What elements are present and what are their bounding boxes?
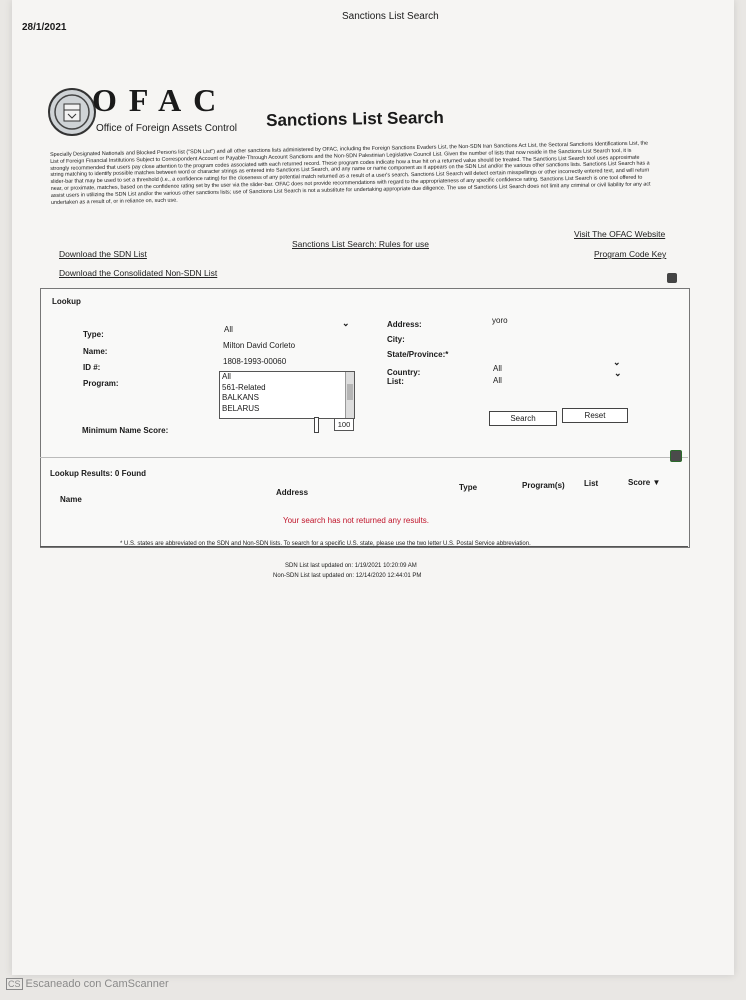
visit-ofac-link[interactable]: Visit The OFAC Website <box>574 229 666 239</box>
program-listbox[interactable] <box>219 371 355 419</box>
treasury-seal-icon <box>48 88 96 136</box>
list-chevron-down-icon[interactable]: ⌄ <box>614 368 622 378</box>
camscanner-text: Escaneado con CamScanner <box>25 978 169 990</box>
type-chevron-down-icon[interactable]: ⌄ <box>342 318 350 328</box>
no-results-message: Your search has not returned any results. <box>283 516 430 525</box>
lookup-title: Lookup <box>52 297 81 306</box>
non-sdn-updated: Non-SDN List last updated on: 12/14/2020 12:44:01 PM <box>273 573 422 579</box>
type-label: Type: <box>83 330 104 339</box>
download-consolidated-link[interactable]: Download the Consolidated Non-SDN List <box>59 268 218 278</box>
country-select[interactable]: All <box>493 364 502 373</box>
program-option[interactable]: BELARUS <box>222 403 260 413</box>
footnote: * U.S. states are abbreviated on the SDN and Non-SDN lists. To search for a specific U.S. state, please use the two letter U.S. Postal Service abbreviation. <box>120 541 531 547</box>
program-scrollbar[interactable] <box>345 372 354 418</box>
export-icon[interactable] <box>670 450 682 462</box>
country-label: Country: <box>387 368 421 377</box>
print-page-title: Sanctions List Search <box>342 11 439 22</box>
sdn-updated: SDN List last updated on: 1/19/2021 10:20:09 AM <box>285 563 417 569</box>
id-label: ID #: <box>83 363 101 372</box>
program-label: Program: <box>83 379 119 388</box>
program-code-key-link[interactable]: Program Code Key <box>594 249 667 259</box>
state-label: State/Province:* <box>387 350 449 359</box>
col-name[interactable]: Name <box>60 495 82 504</box>
program-option[interactable]: 561-Related <box>222 382 266 392</box>
intro-paragraph: Specially Designated Nationals and Blocked Persons list ("SDN List") and all other sanctions lists administered by OFAC, including the Foreign Sanctions Evaders List, the Non-SDN Iran Sanctions Act List, the Sectoral Sanctions Identifications List, the List of Foreign Financial Institutions Subject to Correspondent Account or Payable-Through Account Sanctions and the Non-SDN Palestinian Legislative Council List. Given the number of lists that now reside in the Sanctions List Search tool, it is strongly recommended that users pay close attention to the program codes associated with each returned record. These program codes indicate how a true hit on a returned value should be treated. The Sanctions List Search tool uses approximate string matching to identify possible matches between word or character strings as entered into Sanctions List Search, and any name or name component as it appears on the SDN List and/or the various other sanctions lists. Sanctions List Search has a slider-bar that may be used to set a threshold (i.e., a confidence rating) for the closeness of any potential match returned as a result of a user's search. Sanctions List Search will detect certain misspellings or other incorrectly entered text, and will return near, or proximate, matches, based on the confidence rating set by the user via the slider-bar. OFAC does not provide recommendations with regard to the appropriateness of any specific confidence rating. Sanctions List Search is one tool offered to assist users in utilizing the SDN List and/or the various other sanctions lists; use of Sanctions List Search is not a substitute for undertaking appropriate due diligence. The use of Sanctions List Search does not limit any criminal or civil liability for any act undertaken as a result of, or in reliance on, such use. <box>50 140 651 206</box>
name-input[interactable]: Milton David Corleto <box>223 341 296 350</box>
min-score-label: Minimum Name Score: <box>82 426 169 435</box>
address-label: Address: <box>387 320 422 329</box>
id-input[interactable]: 1808-1993-00060 <box>223 357 287 366</box>
search-button[interactable]: Search <box>489 411 557 426</box>
min-score-value[interactable]: 100 <box>334 418 354 431</box>
rules-link[interactable]: Sanctions List Search: Rules for use <box>292 239 430 249</box>
section-divider <box>40 457 688 458</box>
download-sdn-link[interactable]: Download the SDN List <box>59 249 147 259</box>
col-list[interactable]: List <box>584 479 599 488</box>
reset-button[interactable]: Reset <box>562 408 628 423</box>
camscanner-watermark <box>6 978 169 990</box>
collapse-icon[interactable] <box>667 273 677 283</box>
col-programs[interactable]: Program(s) <box>522 481 565 490</box>
camscanner-logo-icon: CS <box>8 979 21 989</box>
office-name: Office of Foreign Assets Control <box>96 123 237 134</box>
program-option[interactable]: BALKANS <box>222 393 259 402</box>
program-option[interactable]: All <box>222 372 231 381</box>
list-label: List: <box>387 377 404 386</box>
page-title: Sanctions List Search <box>266 107 444 130</box>
name-label: Name: <box>83 347 108 356</box>
col-address[interactable]: Address <box>276 488 309 497</box>
print-date: 28/1/2021 <box>22 22 67 33</box>
col-type[interactable]: Type <box>459 483 478 492</box>
type-select[interactable]: All <box>224 325 233 334</box>
results-title: Lookup Results: 0 Found <box>50 469 146 478</box>
list-select[interactable]: All <box>493 376 502 385</box>
col-score[interactable]: Score ▼ <box>628 478 661 487</box>
address-input[interactable]: yoro <box>492 316 508 325</box>
ofac-logo-text: OFAC <box>92 82 229 118</box>
country-chevron-down-icon[interactable]: ⌄ <box>613 357 621 367</box>
city-label: City: <box>387 335 405 344</box>
score-slider-handle[interactable] <box>314 417 319 433</box>
